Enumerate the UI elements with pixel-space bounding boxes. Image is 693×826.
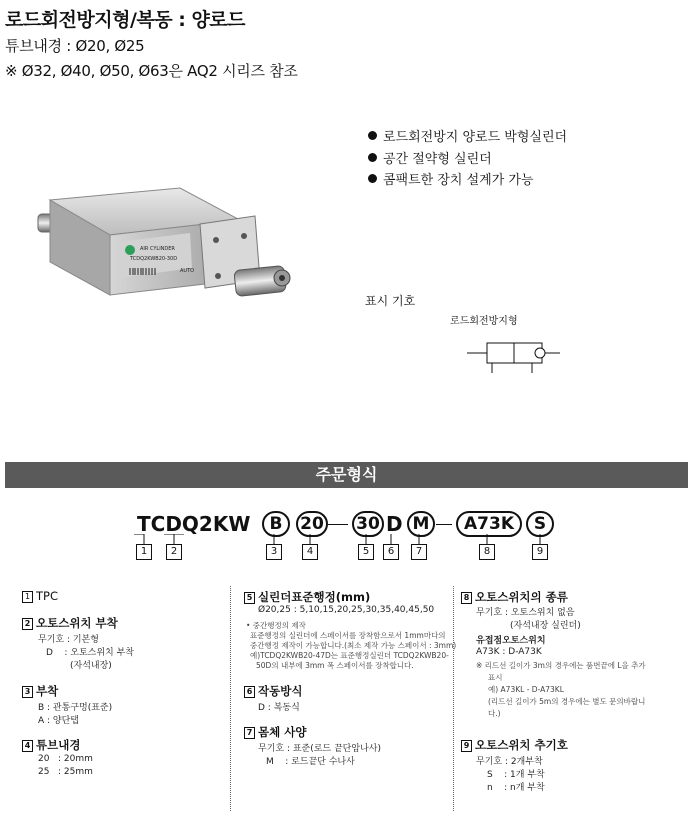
feature-text: 콤팩트한 장치 설계가 가능 xyxy=(383,173,534,188)
code-dash xyxy=(328,524,348,525)
section-note: 표준행정의 실린더에 스페이서를 장착함으로서 1mm마다의 xyxy=(250,631,446,640)
code-number: 8 xyxy=(479,544,495,560)
column-divider xyxy=(230,586,231,811)
code-part-stroke: 30 xyxy=(352,511,384,537)
section-title: 오토스위치 부착 xyxy=(36,616,118,630)
section-number: 2 xyxy=(22,618,33,630)
code-part-bore: 20 xyxy=(296,511,328,537)
section-title: 작동방식 xyxy=(258,684,303,698)
code-number: 6 xyxy=(383,544,399,560)
section-5 xyxy=(244,589,370,605)
section-note: 중간행정 제작이 가능합니다.(최소 제작 가능 스페이서 : 3mm) xyxy=(250,641,457,650)
code-connectors xyxy=(130,534,560,546)
section-line: D : 복동식 xyxy=(258,703,300,713)
section-line: 무기호 : 오토스위치 없음 xyxy=(476,608,575,618)
feature-text: 로드회전방지 양로드 박형실린더 xyxy=(383,130,568,145)
code-dash xyxy=(436,524,452,525)
code-number: 3 xyxy=(266,544,282,560)
section-number: 6 xyxy=(244,686,255,698)
symbol-caption: 로드회전방지형 xyxy=(450,316,518,327)
section-3 xyxy=(22,683,58,699)
section-number: 4 xyxy=(22,740,33,752)
section-number: 1 xyxy=(22,591,33,603)
section-title: TPC xyxy=(36,589,58,603)
section-number: 7 xyxy=(244,727,255,739)
section-number: 5 xyxy=(244,592,255,604)
section-number: 9 xyxy=(461,740,472,752)
section-line: 25 : 25mm xyxy=(38,767,93,777)
code-number: 1 xyxy=(136,544,152,560)
section-subtitle: 유접점오토스위치 xyxy=(476,636,546,646)
section-line: 무기호 : 표준(로드 끝단암나사) xyxy=(258,744,381,754)
section-note: (리드선 길이가 5m의 경우에는 별도 문의바랍니 xyxy=(488,697,646,706)
section-7 xyxy=(244,724,306,740)
section-8 xyxy=(461,589,568,605)
section-line: M : 로드끝단 수나사 xyxy=(266,757,355,767)
code-number: 5 xyxy=(358,544,374,560)
section-line: Ø20,25 : 5,10,15,20,25,30,35,40,45,50 xyxy=(258,605,435,615)
section-line: B : 관통구멍(표준) xyxy=(38,703,113,713)
section-line: S : 1개 부착 xyxy=(487,770,545,780)
order-format-band xyxy=(5,462,688,488)
section-note: 50D의 내부에 3mm 폭 스페이서를 장착합니다. xyxy=(256,661,414,670)
section-note: 예)TCDQ2KWB20-47D는 표준행정실린더 TCDQ2KWB20- xyxy=(250,651,449,660)
section-title: 오토스위치 추기호 xyxy=(475,738,568,752)
section-note: • 중간행정의 제작 xyxy=(246,621,306,630)
code-prefix: TCDQ2KW xyxy=(137,512,251,536)
section-number: 8 xyxy=(461,592,472,604)
feature-item xyxy=(368,126,567,145)
bullet-icon xyxy=(368,174,377,183)
section-2 xyxy=(22,615,118,631)
section-title: 실린더표준행정(mm) xyxy=(258,590,371,604)
section-line: (자석내장 실린더) xyxy=(510,621,581,631)
section-number: 3 xyxy=(22,686,33,698)
label-model: TCDQ2KWB20-30D xyxy=(130,256,178,262)
pneumatic-symbol xyxy=(462,338,564,378)
bullet-icon xyxy=(368,153,377,162)
code-part-switch-count: S xyxy=(526,511,554,537)
section-title: 부착 xyxy=(36,684,59,698)
feature-text: 공간 절약형 실린더 xyxy=(383,152,492,167)
code-part-switch: A73K xyxy=(456,511,522,537)
code-part-action: D xyxy=(386,512,403,536)
section-line: 20 : 20mm xyxy=(38,754,93,764)
section-4 xyxy=(22,737,80,753)
label-auto: AUTO xyxy=(180,268,195,274)
order-format-title: 주문형식 xyxy=(315,465,378,484)
section-line: 무기호 : 기본형 xyxy=(38,635,99,645)
section-title: 몸체 사양 xyxy=(258,725,307,739)
code-number: 4 xyxy=(302,544,318,560)
section-note: 표시 xyxy=(488,673,503,682)
feature-item xyxy=(368,148,492,167)
section-note: 예) A73KL - D-A73KL xyxy=(488,685,564,694)
bullet-icon xyxy=(368,131,377,140)
section-9 xyxy=(461,737,568,753)
section-line: (자석내장) xyxy=(70,661,112,671)
section-6 xyxy=(244,683,302,699)
code-part-mounting: B xyxy=(262,511,290,537)
section-1 xyxy=(22,589,58,603)
code-number: 2 xyxy=(166,544,182,560)
section-note: 다.) xyxy=(488,709,501,718)
section-title: 오토스위치의 종류 xyxy=(475,590,568,604)
page-title: 로드회전방지형/복동 : 양로드 xyxy=(5,9,246,31)
section-line: D : 오토스위치 부착 xyxy=(46,648,134,658)
section-note: ※ 리드선 길이가 3m의 경우에는 품번끝에 L을 추가 xyxy=(476,661,646,670)
symbol-heading: 표시 기호 xyxy=(365,294,416,308)
section-line: A : 양단탭 xyxy=(38,716,79,726)
label-air-cylinder: AIR CYLINDER xyxy=(140,246,175,252)
feature-item xyxy=(368,169,534,188)
section-title: 튜브내경 xyxy=(36,738,81,752)
code-number: 7 xyxy=(411,544,427,560)
column-divider xyxy=(453,586,454,811)
section-line: A73K : D-A73K xyxy=(476,647,542,657)
code-part-body: M xyxy=(407,511,435,537)
tube-bore-line: 튜브내경 : Ø20, Ø25 xyxy=(5,37,145,55)
reference-note: ※ Ø32, Ø40, Ø50, Ø63은 AQ2 시리즈 참조 xyxy=(5,62,298,80)
section-line: n : n개 부착 xyxy=(487,783,545,793)
cylinder-product-image xyxy=(30,180,300,340)
section-line: 무기호 : 2개부착 xyxy=(476,757,543,767)
code-number: 9 xyxy=(532,544,548,560)
